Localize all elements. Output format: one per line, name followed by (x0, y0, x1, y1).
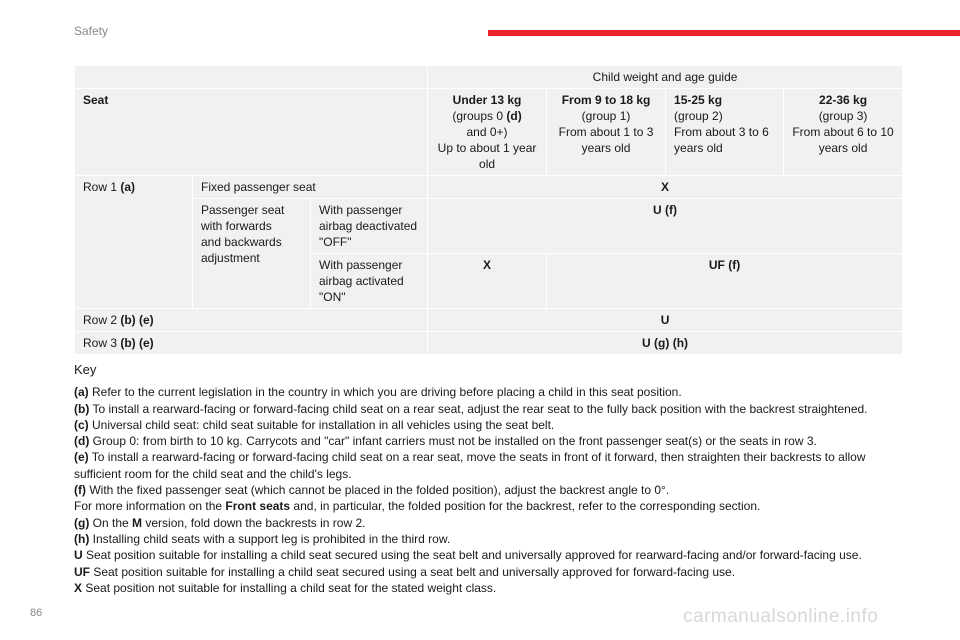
note-text: and, in particular, the folded position for the backrest, refer to the corresponding section. (290, 499, 761, 514)
row2-label (75, 309, 428, 332)
page-number: 86 (30, 607, 43, 619)
cell-line: adjustment (201, 251, 260, 265)
cell-line: airbag deactivated (319, 219, 418, 233)
note-text: To install a rearward-facing or forward-facing child seat on a rear seat, move the seats in front of it forward, then straighten their backrests to allow sufficient room for the child seat and the child's legs. (74, 450, 866, 481)
group-weight: Under 13 kg (452, 93, 522, 107)
empty-header-cell (75, 66, 428, 89)
group-desc: and 0+) (466, 125, 508, 139)
code-label: X (74, 580, 83, 595)
cell-line: With passenger (319, 258, 403, 272)
row2-row (75, 309, 903, 332)
group-weight: 22-36 kg (819, 93, 868, 107)
table-header-row (75, 89, 903, 176)
note-ref: (h) (74, 531, 90, 546)
row-label-text: Row 3 (83, 336, 121, 350)
table-title-row (75, 66, 903, 89)
note-text: On the (89, 515, 133, 530)
row2-value: U (428, 309, 903, 332)
group-weight: 15-25 kg (674, 93, 723, 107)
code-label: U (74, 548, 83, 563)
key-section (74, 362, 904, 596)
group-age: old (479, 157, 496, 171)
group-age: From about 6 to 10 (792, 125, 894, 139)
note-ref: (g) (74, 515, 90, 530)
airbag-off-label (311, 199, 428, 254)
group-age: years old (674, 141, 723, 155)
adjustable-seat-label (193, 199, 311, 309)
row1-airbag-off-row (75, 199, 903, 254)
code-text: Seat position not suitable for installing a child seat for the stated weight class. (82, 580, 497, 595)
fixed-seat-value: X (428, 176, 903, 199)
key-note (74, 384, 904, 400)
group-0-header (428, 89, 547, 176)
note-text: Group 0: from birth to 10 kg. Carrycots and "car" infant carriers must not be installed on the front passenger seat(s) or the seats in row 3. (89, 434, 817, 449)
group-age: From about 3 to 6 (674, 125, 769, 139)
key-note (74, 482, 904, 498)
cell-line: Passenger seat (201, 203, 285, 217)
airbag-off-value: U (f) (428, 199, 903, 254)
row3-row (75, 332, 903, 355)
key-code (74, 564, 904, 580)
cell-line: and backwards (201, 235, 282, 249)
row3-value: U (g) (h) (428, 332, 903, 355)
group-desc: (group 3) (818, 109, 868, 123)
group-desc: (group 1) (581, 109, 631, 123)
key-more-info (74, 498, 904, 514)
note-ref: (b) (e) (120, 313, 154, 327)
row3-label (75, 332, 428, 355)
key-note (74, 417, 904, 433)
code-label: UF (74, 564, 90, 579)
section-title: Safety (74, 24, 109, 38)
fixed-seat-label: Fixed passenger seat (193, 176, 428, 199)
code-text: Seat position suitable for installing a child seat secured using the seat belt and universally approved for rearward-facing and/or forward-facing use. (82, 548, 862, 563)
group-age: Up to about 1 year (437, 141, 537, 155)
airbag-on-label (311, 254, 428, 309)
note-ref: (b) (e) (120, 336, 154, 350)
group-age: From about 1 to 3 (558, 125, 654, 139)
key-note (74, 401, 904, 417)
row-label-text: Row 1 (83, 180, 121, 194)
note-ref: (a) (120, 180, 136, 194)
group-2-header (666, 89, 784, 176)
airbag-on-value-group0: X (428, 254, 547, 309)
note-ref: (b) (74, 401, 90, 416)
note-ref: (a) (74, 385, 89, 400)
note-ref: (d) (74, 434, 90, 449)
child-seat-table (74, 65, 903, 355)
note-text: For more information on the (74, 499, 226, 514)
group-desc: (group 2) (674, 109, 723, 123)
key-code (74, 580, 904, 596)
cell-line: airbag activated (319, 274, 404, 288)
table-title: Child weight and age guide (428, 66, 903, 89)
note-ref: (d) (506, 109, 522, 123)
note-ref: (f) (74, 483, 86, 498)
code-text: Seat position suitable for installing a child seat secured using a seat belt and universally approved for forward-facing use. (90, 564, 736, 579)
airbag-on-value-groups: UF (f) (547, 254, 903, 309)
cell-line: with forwards (201, 219, 272, 233)
key-title: Key (74, 362, 97, 377)
cell-line: "OFF" (319, 235, 352, 249)
key-note (74, 515, 904, 531)
key-note (74, 531, 904, 547)
row1-fixed-row (75, 176, 903, 199)
group-3-header (784, 89, 903, 176)
section-accent-bar (488, 30, 960, 36)
note-ref: (e) (74, 450, 89, 465)
seat-header: Seat (75, 89, 428, 176)
note-text: To install a rearward-facing or forward-facing child seat on a rear seat, adjust the rear seat to the fully back position with the backrest straightened. (89, 401, 868, 416)
key-code (74, 547, 904, 563)
key-note (74, 449, 904, 482)
note-text: Installing child seats with a support leg is prohibited in the third row. (89, 531, 451, 546)
group-age: years old (818, 141, 868, 155)
note-text: version, fold down the backrests in row 2. (142, 515, 366, 530)
key-note (74, 433, 904, 449)
cell-line: "ON" (319, 290, 346, 304)
group-desc: (groups 0 (452, 109, 507, 123)
version-name: M (132, 515, 143, 530)
group-weight: From 9 to 18 kg (561, 93, 651, 107)
group-age: years old (581, 141, 631, 155)
note-ref: (c) (74, 417, 89, 432)
row-label-text: Row 2 (83, 313, 121, 327)
cell-line: With passenger (319, 203, 403, 217)
note-text: Refer to the current legislation in the country in which you are driving before placing a child in this seat position. (88, 385, 682, 400)
group-1-header (547, 89, 666, 176)
watermark: carmanualsonline.info (683, 606, 879, 627)
note-text: Universal child seat: child seat suitable for installation in all vehicles using the seat belt. (88, 417, 555, 432)
front-seats-reference: Front seats (225, 499, 291, 514)
row1-label (75, 176, 193, 309)
note-text: With the fixed passenger seat (which cannot be placed in the folded position), adjust the backrest angle to 0°. (86, 483, 670, 498)
